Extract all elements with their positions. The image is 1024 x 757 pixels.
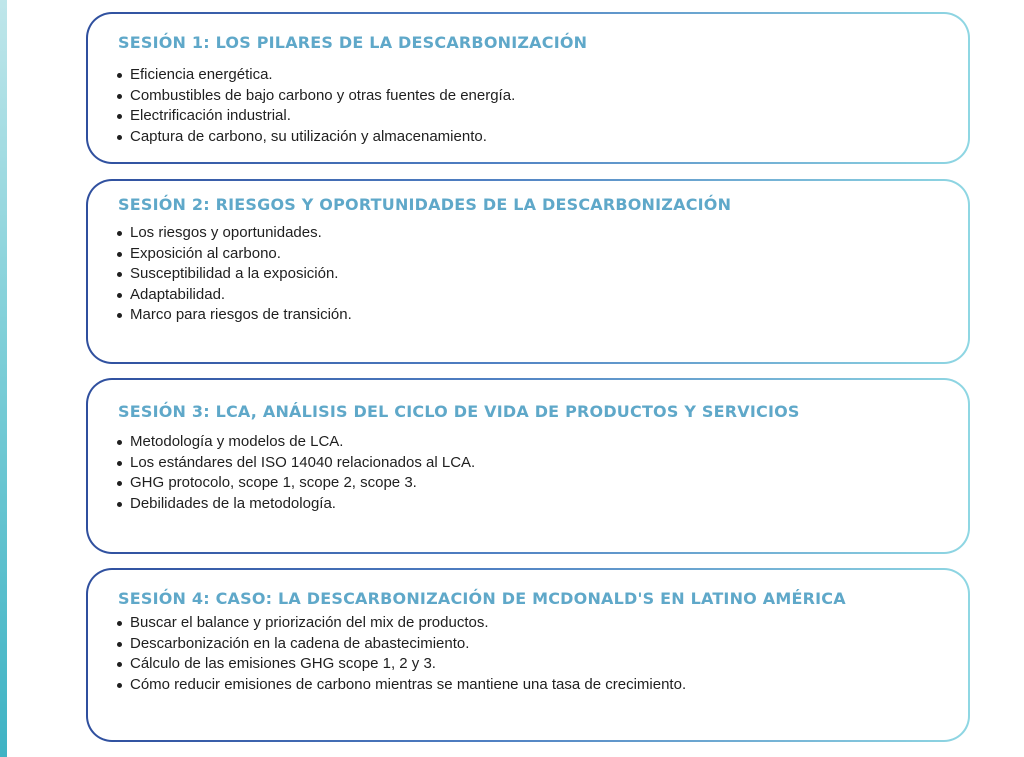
session-card-4 [86, 568, 970, 742]
session-topic-list [130, 613, 778, 695]
list-item: Buscar el balance y priorización del mix de productos. [130, 613, 778, 634]
session-topic-list [130, 65, 515, 147]
decorative-left-bar [0, 0, 7, 757]
session-card-1 [86, 12, 970, 164]
list-item: Debilidades de la metodología. [130, 494, 475, 515]
session-title: SESIÓN 3: LCA, ANÁLISIS DEL CICLO DE VIDA DE PRODUCTOS Y SERVICIOS [118, 402, 800, 421]
list-item: Susceptibilidad a la exposición. [130, 264, 352, 285]
session-title: SESIÓN 4: CASO: LA DESCARBONIZACIÓN DE MCDONALD'S EN LATINO AMÉRICA [118, 589, 846, 608]
session-title: SESIÓN 2: RIESGOS Y OPORTUNIDADES DE LA DESCARBONIZACIÓN [118, 195, 732, 214]
list-item: Captura de carbono, su utilización y almacenamiento. [130, 127, 515, 148]
session-title: SESIÓN 1: LOS PILARES DE LA DESCARBONIZACIÓN [118, 33, 588, 52]
list-item: Combustibles de bajo carbono y otras fuentes de energía. [130, 86, 515, 107]
list-item: Eficiencia energética. [130, 65, 515, 86]
list-item: Los estándares del ISO 14040 relacionados al LCA. [130, 453, 475, 474]
list-item: Electrificación industrial. [130, 106, 515, 127]
session-topic-list [130, 223, 352, 326]
list-item: Cálculo de las emisiones GHG scope 1, 2 y 3. [130, 654, 778, 675]
session-card-2 [86, 179, 970, 364]
list-item: Metodología y modelos de LCA. [130, 432, 475, 453]
session-topic-list [130, 432, 475, 514]
list-item: Los riesgos y oportunidades. [130, 223, 352, 244]
list-item: Marco para riesgos de transición. [130, 305, 352, 326]
list-item: Descarbonización en la cadena de abastecimiento. [130, 634, 778, 655]
list-item: Cómo reducir emisiones de carbono mientras se mantiene una tasa de crecimiento. [130, 675, 778, 696]
list-item: Adaptabilidad. [130, 285, 352, 306]
session-card-3 [86, 378, 970, 554]
list-item: GHG protocolo, scope 1, scope 2, scope 3. [130, 473, 475, 494]
list-item: Exposición al carbono. [130, 244, 352, 265]
